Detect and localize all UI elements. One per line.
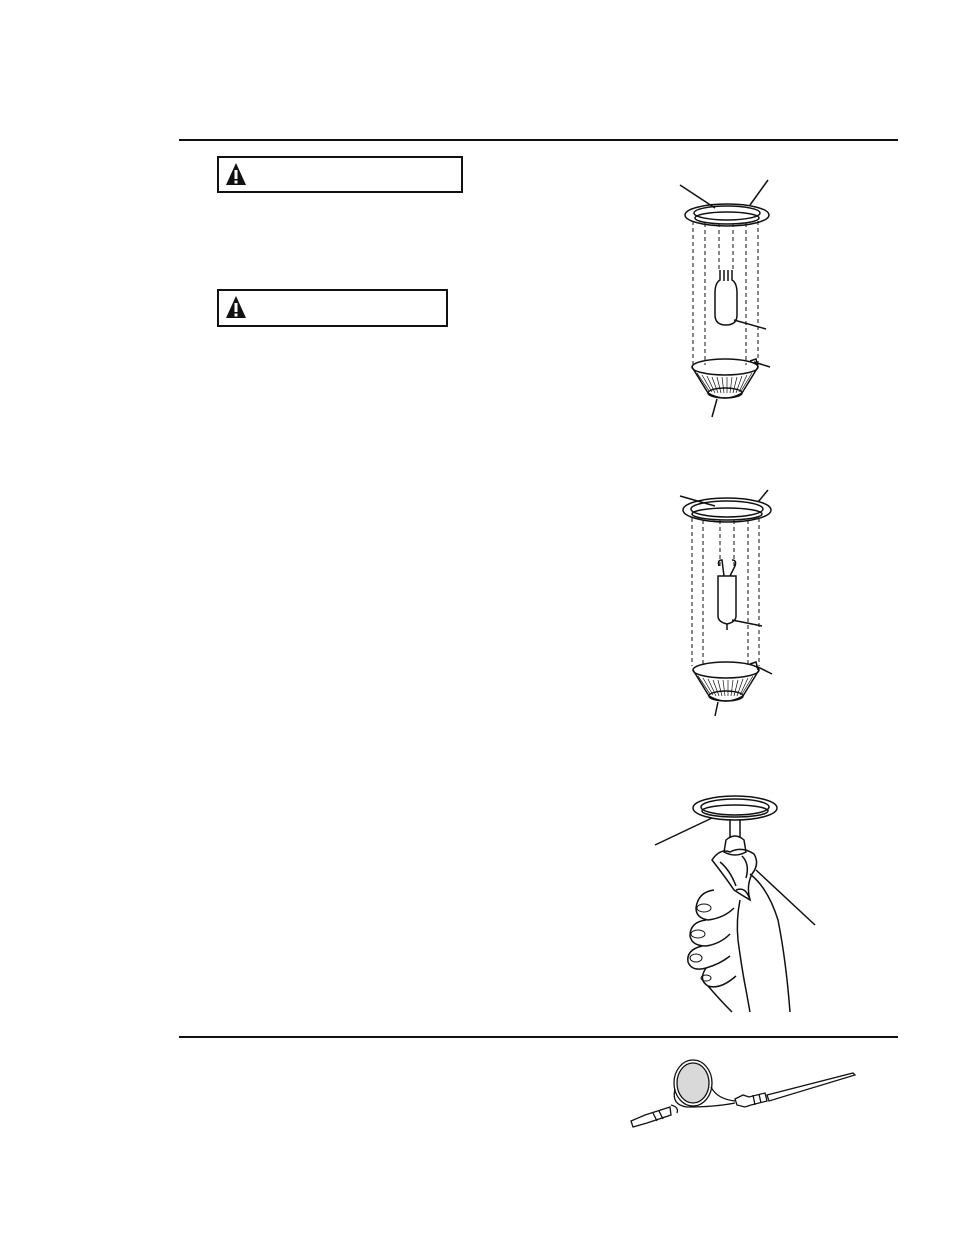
probe-handle [735, 1093, 767, 1107]
halogen-bulb-exploded-diagram-2 [670, 488, 780, 718]
leader-line [680, 185, 715, 208]
section-divider-top [179, 139, 898, 141]
probe-plug [631, 1105, 677, 1127]
lens-cover [693, 662, 759, 701]
bulb-replacement-hand-diagram [650, 790, 820, 1020]
probe-cord-loop [677, 1063, 709, 1103]
leader-line [732, 620, 762, 626]
leader-line [715, 702, 718, 716]
hand [688, 874, 790, 1012]
halogen-bulb-exploded-diagram [670, 175, 780, 425]
leader-line [734, 320, 766, 329]
warning-triangle-icon [225, 295, 247, 319]
leader-line [655, 818, 712, 845]
warning-triangle-icon [225, 162, 247, 186]
bulb [724, 836, 746, 855]
lens-cover [692, 359, 758, 398]
probe-needle [767, 1073, 855, 1101]
section-divider-bottom [179, 1036, 898, 1038]
leader-line [758, 490, 768, 502]
leader-line [712, 399, 717, 417]
bulb [715, 270, 737, 325]
warning-box-2 [217, 289, 448, 327]
warning-box-1 [217, 156, 463, 193]
temperature-probe-illustration [625, 1055, 860, 1135]
leader-line [750, 180, 768, 205]
leader-line [756, 870, 815, 925]
